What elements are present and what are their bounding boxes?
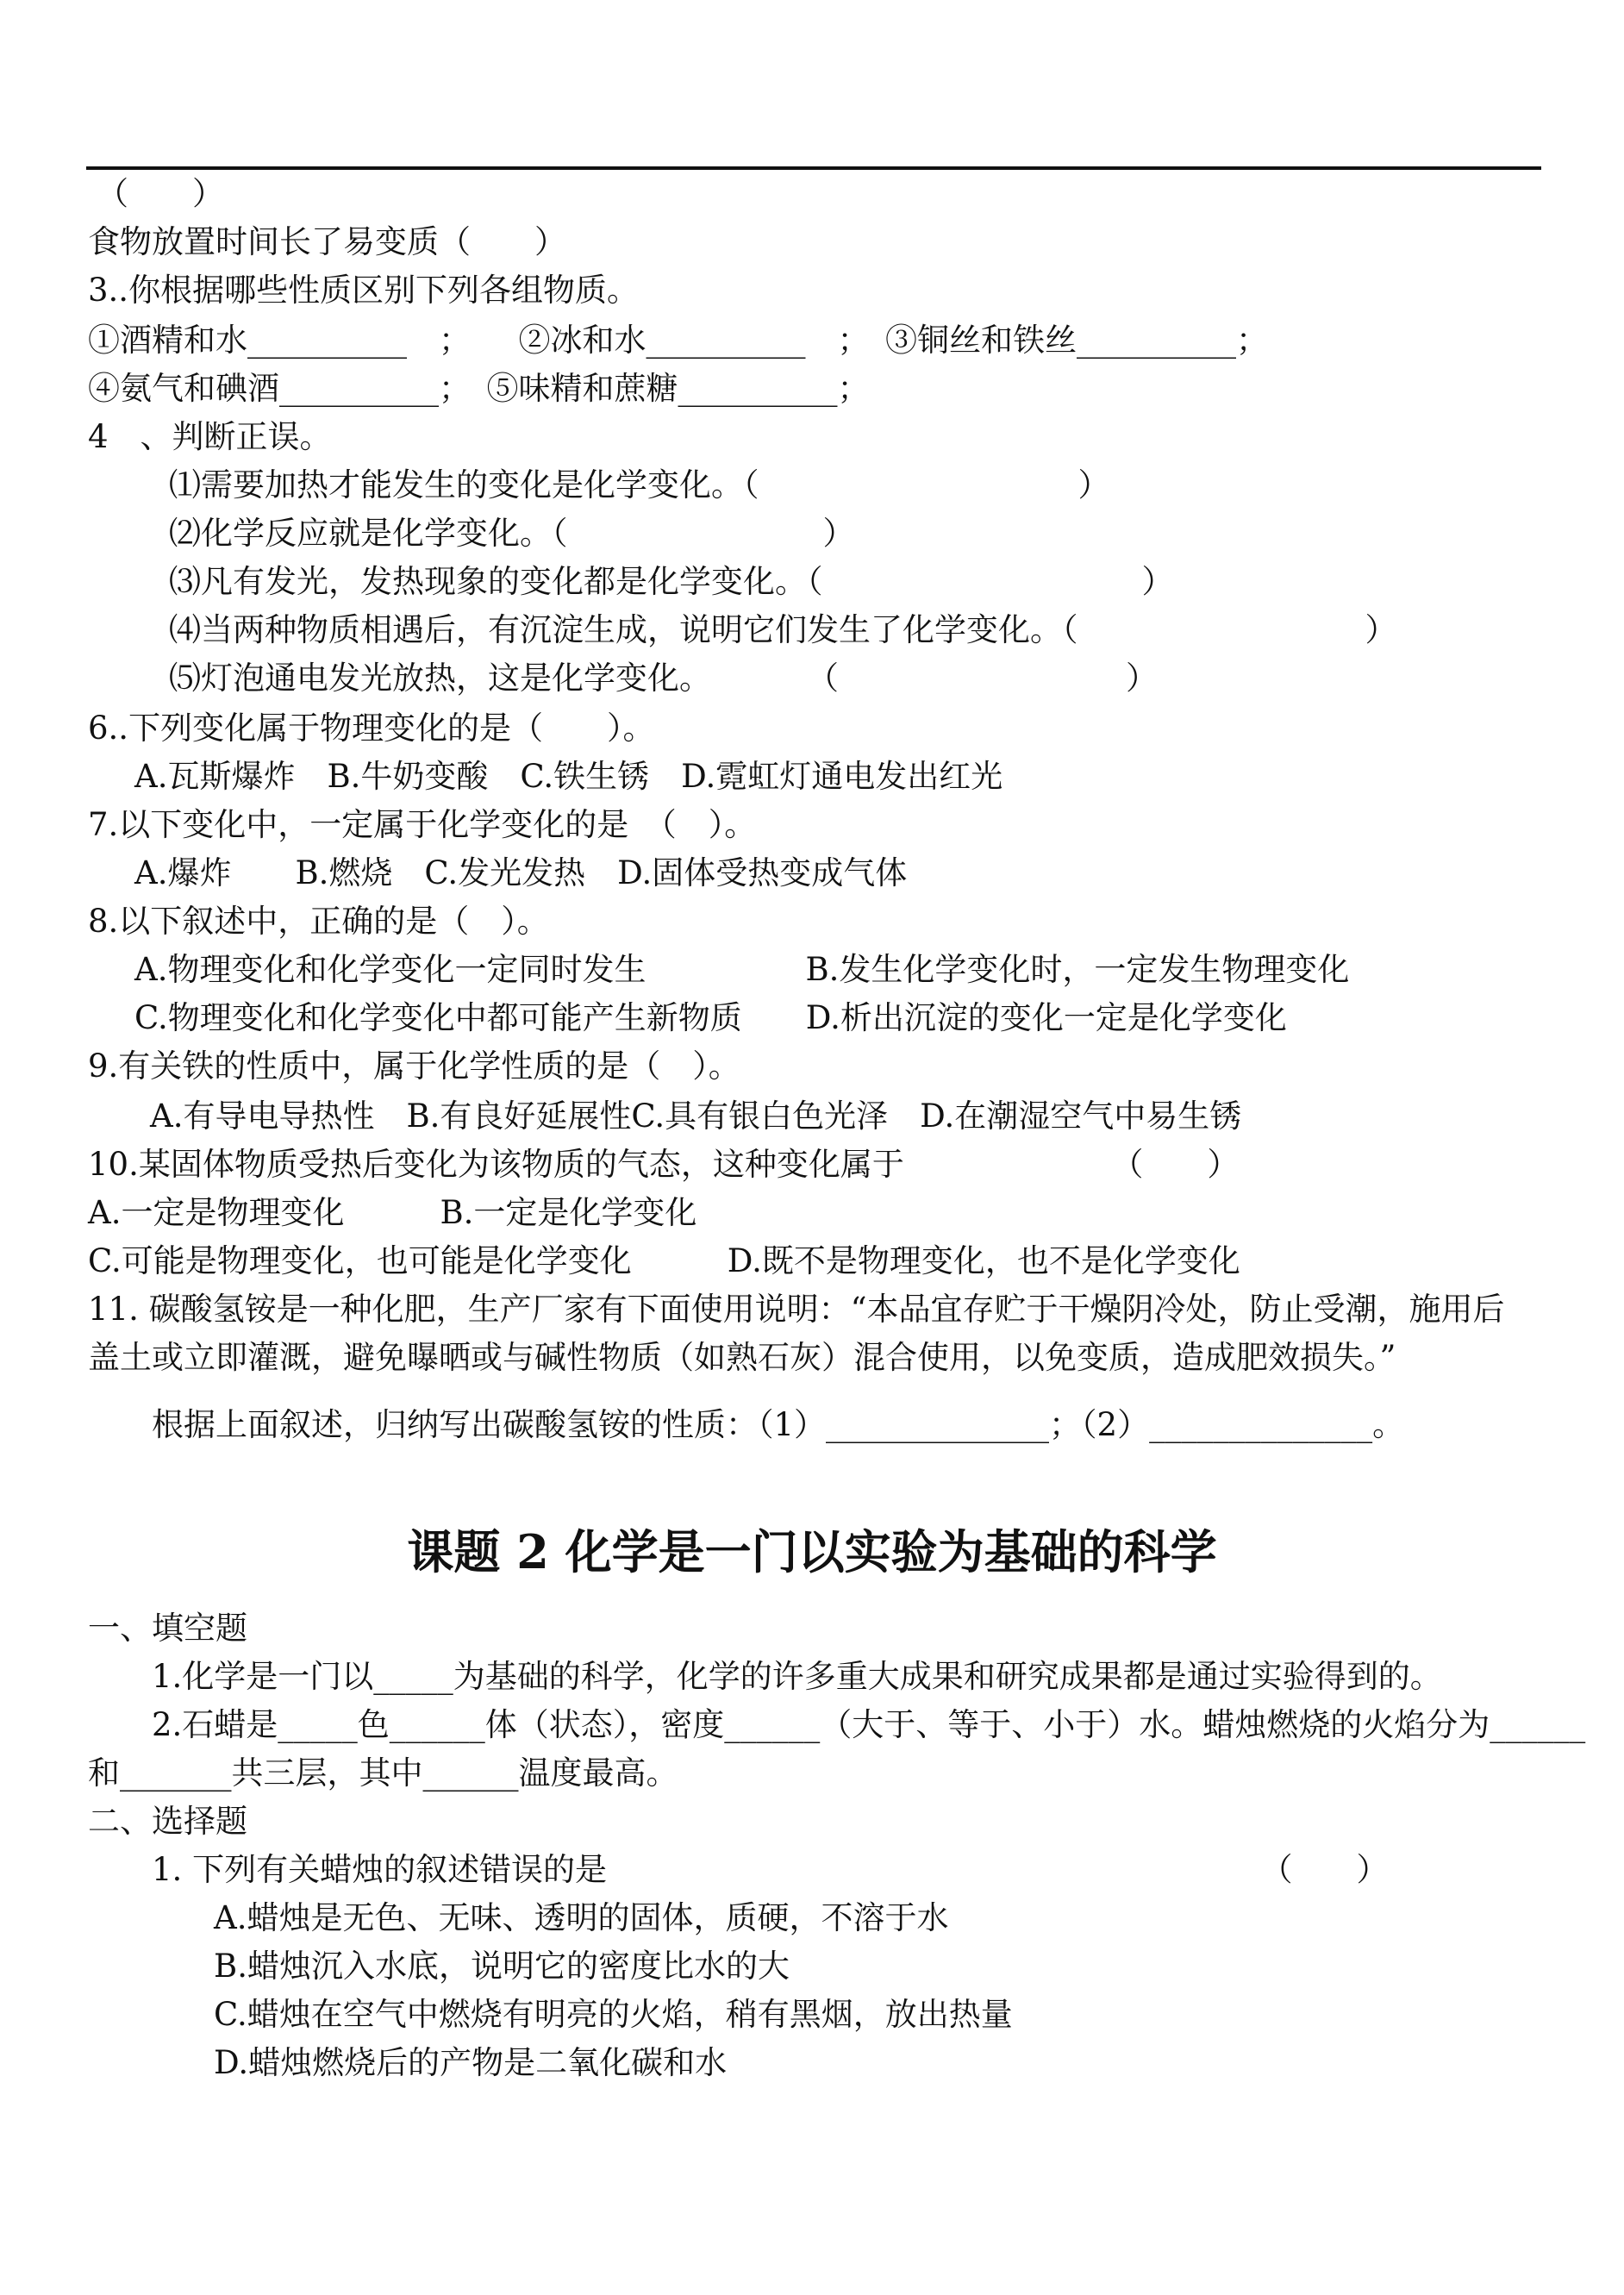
- text-line: 4 、判断正误。: [88, 418, 332, 455]
- text-line: A.物理变化和化学变化一定同时发生 B.发生化学变化时，一定发生物理变化: [134, 951, 1350, 988]
- text-line: 11. 碳酸氢铵是一种化肥，生产厂家有下面使用说明：“本品宜存贮于干燥阴冷处，防止受潮，施用后: [88, 1291, 1505, 1328]
- text-line: 7.以下变化中，一定属于化学变化的是 （ ）。: [88, 806, 757, 843]
- text-line: 二、选择题: [88, 1803, 247, 1840]
- text-line: 和_______共三层，其中______温度最高。: [88, 1754, 678, 1792]
- text-line: B.蜡烛沉入水底，说明它的密度比水的大: [214, 1948, 790, 1985]
- text-line: 1.化学是一门以_____为基础的科学，化学的许多重大成果和研究成果都是通过实验得到的。: [152, 1658, 1442, 1695]
- text-line: ⑵化学反应就是化学变化。（ ）: [169, 515, 855, 552]
- text-line: 8.以下叙述中，正确的是（ ）。: [88, 903, 549, 940]
- text-line: A.蜡烛是无色、无味、透明的固体，质硬，不溶于水: [214, 1899, 949, 1936]
- text-line: A.一定是物理变化 B.一定是化学变化: [88, 1194, 697, 1231]
- text-line: 10.某固体物质受热后变化为该物质的气态，这种变化属于 （ ）: [88, 1146, 1240, 1183]
- text-line: ⑴需要加热才能发生的变化是化学变化。（ ）: [169, 466, 1110, 503]
- text-line: 一、填空题: [88, 1610, 247, 1647]
- text-line: A.爆炸 B.燃烧 C.发光发热 D.固体受热变成气体: [134, 854, 908, 891]
- text-line: 9.有关铁的性质中，属于化学性质的是（ ）。: [88, 1047, 740, 1085]
- text-line: ④氨气和碘酒__________； ⑤味精和蔗糖__________；: [88, 370, 870, 407]
- text-line: ⑶凡有发光，发热现象的变化都是化学变化。（ ）: [169, 563, 1174, 600]
- text-line: ⑷当两种物质相遇后，有沉淀生成，说明它们发生了化学变化。（ ）: [169, 611, 1397, 648]
- text-line: ①酒精和水__________ ； ②冰和水__________ ； ③铜丝和铁丝__________；: [88, 322, 1268, 359]
- text-line: ⑸灯泡通电发光放热，这是化学变化。 （ ）: [169, 660, 1158, 697]
- text-line: 根据上面叙述，归纳写出碳酸氢铵的性质：（1）______________；（2）______________。: [152, 1406, 1405, 1443]
- text-line: 盖土或立即灌溉，避免曝晒或与碱性物质（如熟石灰）混合使用，以免变质，造成肥效损失。”: [88, 1339, 1396, 1376]
- text-line: 食物放置时间长了易变质（ ）: [88, 223, 566, 260]
- text-line: C.物理变化和化学变化中都可能产生新物质 D.析出沉淀的变化一定是化学变化: [134, 999, 1287, 1036]
- text-line: 1. 下列有关蜡烛的叙述错误的是 （ ）: [152, 1851, 1389, 1888]
- text-line: D.蜡烛燃烧后的产物是二氧化碳和水: [214, 2044, 728, 2081]
- text-line: （ ）: [97, 175, 224, 212]
- text-line: A.瓦斯爆炸 B.牛奶变酸 C.铁生锈 D.霓虹灯通电发出红光: [134, 758, 1003, 795]
- text-line: 6..下列变化属于物理变化的是（ ）。: [88, 710, 655, 747]
- text-line: A.有导电导热性 B.有良好延展性C.具有银白色光泽 D.在潮湿空气中易生锈: [150, 1097, 1242, 1135]
- text-line: C.可能是物理变化，也可能是化学变化 D.既不是物理变化，也不是化学变化: [88, 1242, 1240, 1279]
- section-title: 课题 2 化学是一门以实验为基础的科学: [407, 1524, 1217, 1579]
- text-line: 2.石蜡是_____色______体（状态），密度______（大于、等于、小于）水。蜡烛燃烧的火焰分为______: [152, 1706, 1586, 1743]
- text-line: 3..你根据哪些性质区别下列各组物质。: [88, 272, 640, 309]
- header-rule: [86, 166, 1541, 170]
- text-line: C.蜡烛在空气中燃烧有明亮的火焰，稍有黑烟，放出热量: [214, 1996, 1013, 2033]
